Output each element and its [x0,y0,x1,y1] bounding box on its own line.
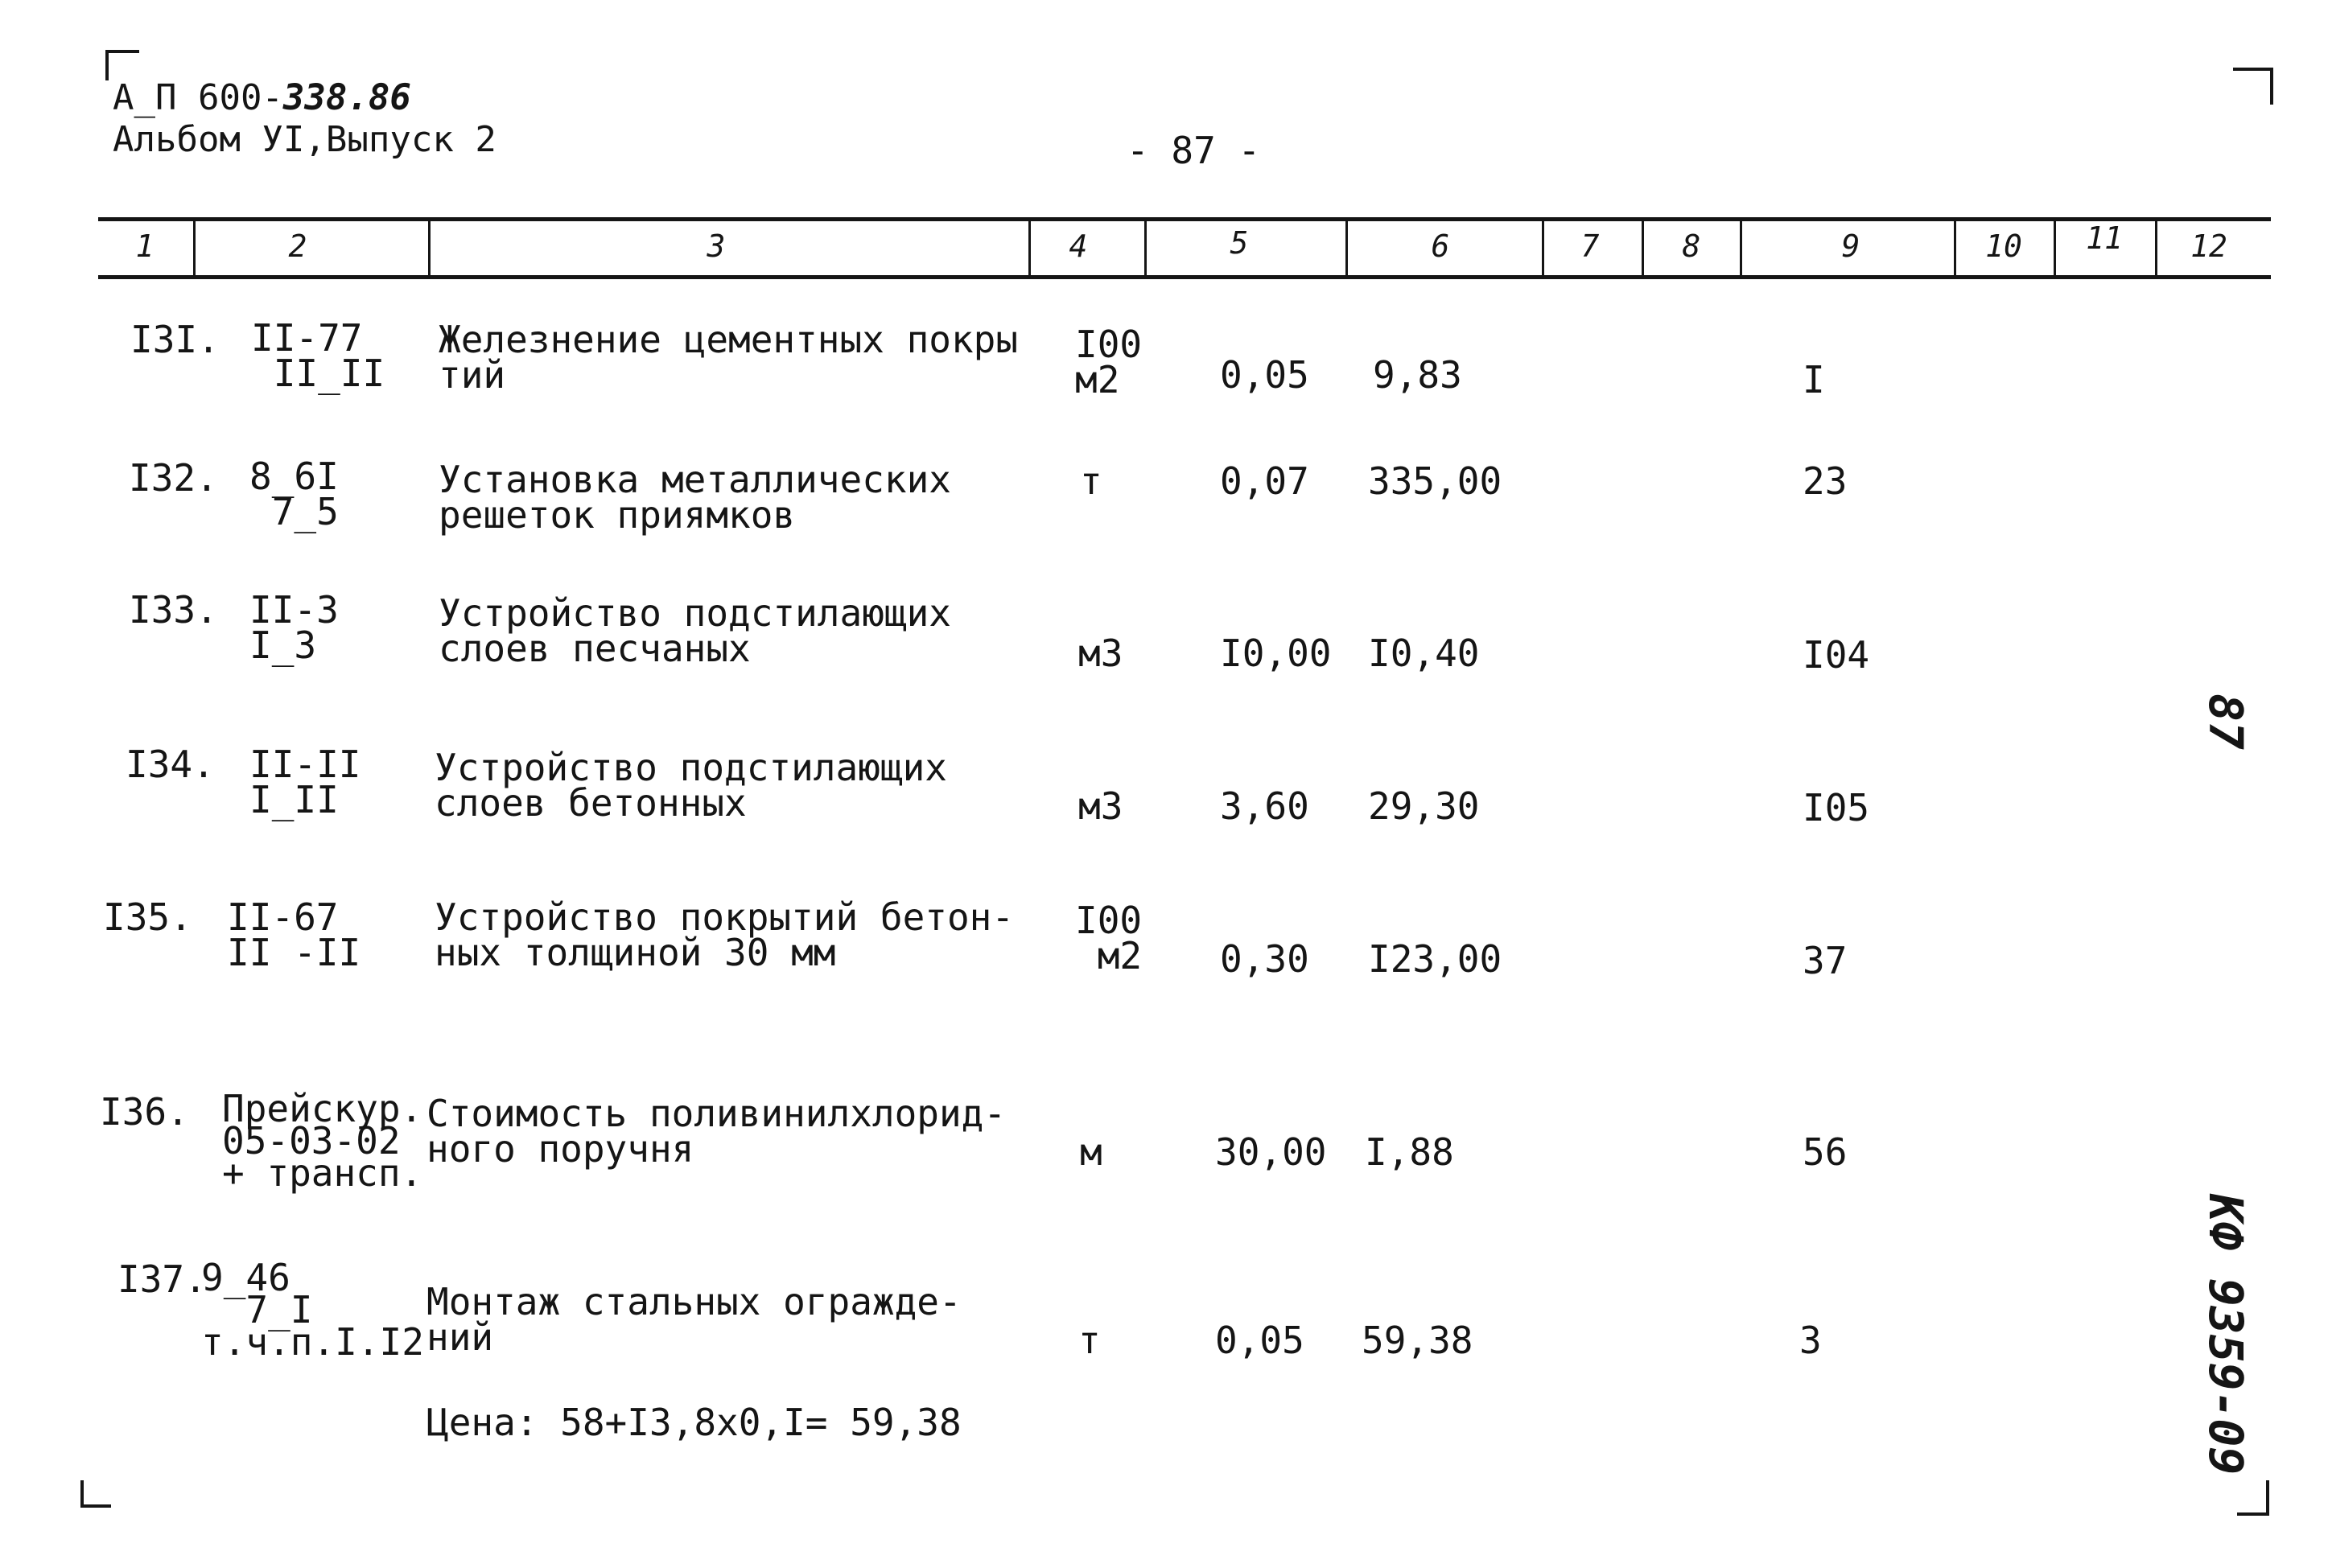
row-137-quantity: 0,05 [1215,1319,1304,1362]
row-135-total: 37 [1803,939,1848,982]
row-133-number: I33. [129,588,218,632]
row-134-price: 29,30 [1368,784,1480,828]
corner-mark-top-right-v [2270,68,2273,105]
col-sep-9 [1954,219,1956,277]
row-137-code: 9_46 7_I т.ч.п.I.I2 [201,1256,424,1364]
corner-mark-top-left-v [105,50,109,80]
row-136-total: 56 [1803,1130,1848,1174]
row-133-description: Устройство подстилающих слоев песчаных [439,591,951,670]
row-134-total: I05 [1803,786,1870,829]
row-132-code: 8_6I 7_5 [249,455,339,533]
row-136-description: Стоимость поливинилхлорид- ного поручня [426,1092,1007,1171]
row-136-quantity: 30,00 [1215,1130,1327,1174]
row-132-unit: т [1080,459,1102,503]
row-135-code: II-67 II -II [227,895,361,974]
col-header-2: 2 [288,228,307,264]
row-133-total: I04 [1803,633,1870,677]
col-header-10: 10 [1985,228,2022,264]
row-133-code: II-3 I_3 [249,588,339,667]
corner-mark-top-right-h [2233,68,2273,71]
row-134-unit: м3 [1078,784,1123,828]
row-135-number: I35. [103,895,192,939]
row-136-unit: м [1080,1130,1102,1174]
col-header-7: 7 [1580,228,1600,264]
corner-mark-bottom-left-h [80,1504,111,1508]
col-sep-7 [1642,219,1644,277]
price-note: Цена: 58+I3,8х0,I= 59,38 [426,1401,962,1444]
row-135-unit: I00 м2 [1075,899,1143,977]
document-code-suffix: 338.86 [282,77,411,118]
row-131-price: 9,83 [1373,353,1462,397]
row-131-code: II-77 II_II [251,316,385,395]
col-sep-3 [1028,219,1031,277]
col-sep-6 [1542,219,1544,277]
row-131-unit: I00 м2 [1075,323,1143,401]
row-136-code: Прейскур. 05-03-02 + трансп. [222,1087,423,1195]
col-sep-10 [2054,219,2056,277]
row-134-number: I34. [126,743,215,786]
row-134-description: Устройство подстилающих слоев бетонных [435,746,947,825]
col-sep-2 [428,219,431,277]
row-132-number: I32. [129,456,218,500]
col-header-12: 12 [2190,228,2227,264]
col-header-4: 4 [1069,228,1088,264]
row-135-quantity: 0,30 [1220,937,1309,981]
album-title: Альбом УI,Выпуск 2 [113,119,497,160]
row-131-number: I3I. [130,318,220,361]
row-137-total: 3 [1799,1319,1822,1362]
row-131-description: Железнение цементных покры тий [439,318,1019,397]
side-page-number: 87 [2198,693,2253,750]
row-134-code: II-II I_II [249,743,361,821]
row-133-quantity: I0,00 [1220,632,1332,675]
row-133-unit: м3 [1078,632,1123,675]
corner-mark-bottom-right-h [2237,1512,2269,1516]
col-header-9: 9 [1841,228,1860,264]
row-132-quantity: 0,07 [1220,459,1309,503]
corner-mark-bottom-right-v [2266,1480,2269,1516]
col-header-8: 8 [1682,228,1701,264]
col-sep-1 [193,219,196,277]
col-sep-4 [1144,219,1147,277]
row-131-quantity: 0,05 [1220,353,1309,397]
row-137-description: Монтаж стальных огражде- ний [426,1280,962,1359]
table-header-bottom-rule [98,275,2271,279]
row-131-total: I [1803,358,1825,401]
col-header-5: 5 [1230,225,1249,261]
row-137-price: 59,38 [1362,1319,1473,1362]
corner-mark-top-left-h [105,50,139,53]
row-132-total: 23 [1803,459,1848,503]
row-136-price: I,88 [1365,1130,1454,1174]
document-code-prefix: А_П 600- [113,77,283,118]
col-header-11: 11 [2086,220,2123,256]
col-header-1: 1 [135,228,155,264]
row-135-price: I23,00 [1368,937,1502,981]
row-136-number: I36. [100,1090,189,1134]
row-137-unit: т [1078,1319,1101,1362]
document-code [113,79,411,117]
col-header-6: 6 [1431,228,1450,264]
row-132-description: Установка металлических решеток приямков [439,458,951,537]
col-header-3: 3 [707,228,726,264]
col-sep-8 [1740,219,1742,277]
side-document-code: КФ 9359-09 [2198,1194,2253,1475]
page-number: - 87 - [1127,129,1261,172]
corner-mark-bottom-left-v [80,1480,84,1508]
col-sep-11 [2155,219,2157,277]
col-sep-5 [1345,219,1348,277]
row-137-number: I37. [117,1257,207,1301]
row-133-price: I0,40 [1368,632,1480,675]
row-132-price: 335,00 [1368,459,1502,503]
table-header-top-rule [98,217,2271,221]
row-134-quantity: 3,60 [1220,784,1309,828]
row-135-description: Устройство покрытий бетон- ных толщиной 30 мм [435,895,1015,974]
